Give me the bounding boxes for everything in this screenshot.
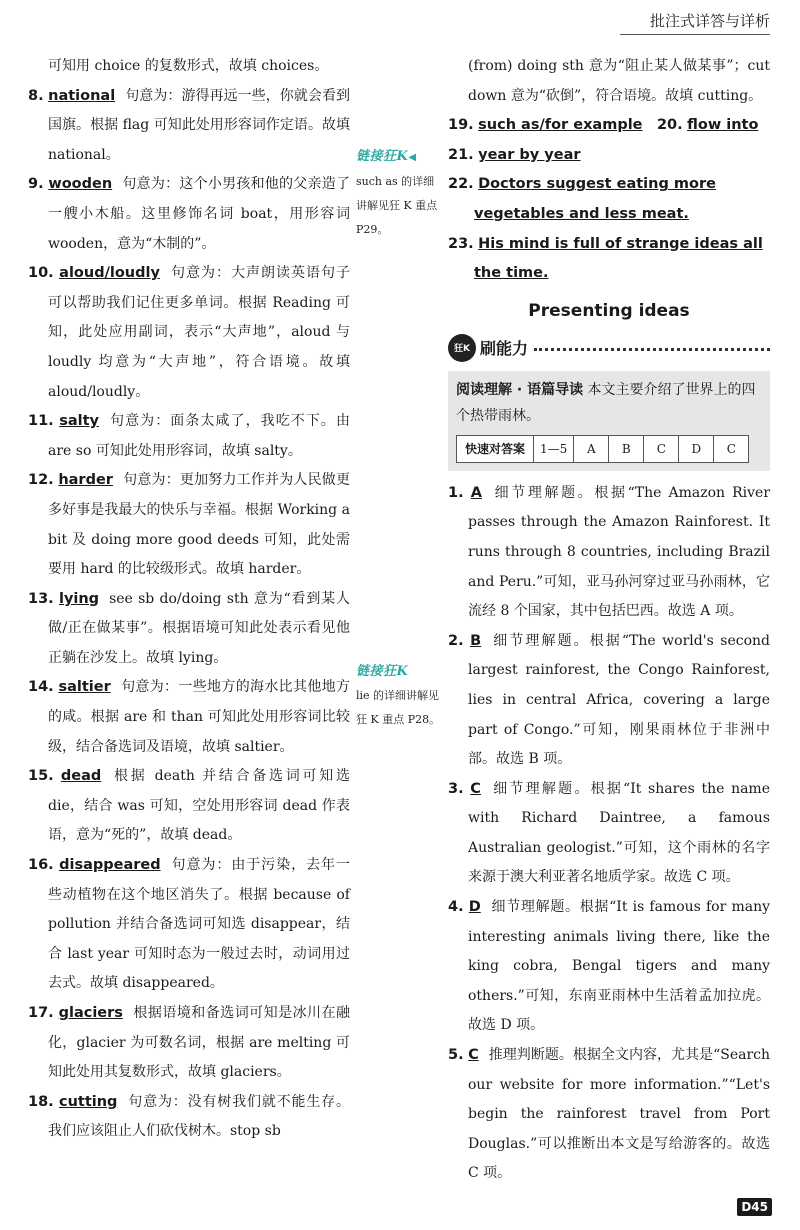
entry-number: 13.: [28, 590, 54, 607]
entry-explanation: 细节理解题。根据“The world's second largest rainforest, the Congo Rainforest, lies in central Africa, covering a large part of Congo.”可知，刚果雨林位于非洲中部。故选 B 项。: [468, 632, 770, 768]
answer-entry: [448, 1041, 770, 1189]
skill-label: 刷能力: [480, 339, 529, 359]
answer-entry: [28, 851, 350, 999]
answer-line-22: 22. Doctors suggest eating more vegetables and less meat.: [448, 176, 716, 222]
answer-line-23: 23. His mind is full of strange ideas all the time.: [448, 235, 763, 282]
guide-label: 阅读理解 · 语篇导读: [456, 381, 584, 398]
link-note-2: [356, 660, 442, 732]
header-rule: [620, 34, 770, 35]
entry-answer: lying: [58, 590, 100, 607]
entry-answer: cutting: [58, 1093, 118, 1110]
answer-entry: [448, 479, 770, 627]
entry-number: 16.: [28, 857, 54, 874]
answer-19: such as/for example: [478, 117, 643, 134]
answer-entry: [28, 999, 350, 1088]
entry-explanation: 细节理解题。根据“The Amazon River passes through the Amazon Rainforest. It runs through 8 countries, including Brazil and Peru.”可知，亚马孙河穿过亚马孙雨林，它流经 8 个国家，其中包括巴西。故选 A 项。: [468, 484, 771, 620]
entry-number: 10.: [28, 265, 54, 282]
entry-number: 8.: [28, 87, 44, 104]
answer-entry: [28, 466, 350, 584]
table-cell: C: [644, 435, 679, 462]
table-cell: C: [714, 435, 749, 462]
answer-23: His mind is full of strange ideas all the time.: [474, 235, 763, 282]
answer-line-19-20: 19. such as/for example 20. flow into: [448, 117, 759, 134]
entry-answer: dead: [60, 768, 102, 785]
reading-guide-box: [448, 371, 770, 471]
entry-explanation: 根据 death 并结合备选词可知选 die，结合 was 可知，空处用形容词 dead 作表语，意为“死的”，故填 dead。: [48, 768, 351, 844]
answer-21: year by year: [478, 146, 581, 163]
answer-entry: [28, 170, 350, 259]
link-note-title: 链接狂K: [356, 664, 409, 679]
entry-answer: harder: [58, 472, 113, 489]
table-cell: B: [609, 435, 644, 462]
entry-answer: wooden: [48, 176, 113, 193]
entry-answer: disappeared: [59, 857, 161, 874]
continuation-text: (from) doing sth 意为“阻止某人做某事”；cut down 意为“砍倒”，符合语境。故填 cutting。: [468, 58, 770, 104]
page-number: D45: [737, 1198, 772, 1216]
entry-number: 5.: [448, 1047, 464, 1064]
guide-text: 本文主要介绍了世界上的四个热带雨林。: [456, 381, 756, 424]
entry-answer: national: [48, 87, 116, 104]
entry-explanation: 推理判断题。根据全文内容，尤其是“Search our website for more information.”“Let's begin the rainforest travel from Port Douglas.”可以推断出本文是写给游客的。故选 C 项。: [468, 1047, 771, 1182]
left-column: [28, 52, 350, 1147]
right-column: [448, 52, 770, 1189]
entry-explanation: 细节理解题。根据“It shares the name with Richard Daintree, a famous Australian geologist.”可知，这个雨林的名字来源于澳大利亚著名地质学家。故选 C 项。: [468, 780, 770, 886]
table-range: 1—5: [534, 435, 574, 462]
entry-number: 4.: [448, 899, 464, 916]
answer-entry: [448, 775, 770, 893]
header-title: 批注式详答与详析: [649, 12, 770, 30]
entry-answer: A: [470, 484, 482, 501]
answer-entry: [28, 673, 350, 762]
entry-answer: aloud/loudly: [59, 265, 160, 282]
entry-number: 1.: [448, 484, 464, 501]
entry-answer: C: [470, 780, 481, 797]
dotted-divider: [534, 348, 770, 351]
entry-number: 3.: [448, 780, 464, 797]
entry-answer: saltier: [58, 679, 111, 696]
answer-entry: [448, 893, 770, 1041]
answer-entry: [28, 585, 350, 674]
entry-explanation: 句意为：由于污染，去年一些动植物在这个地区消失了。根据 because of pollution 并结合备选词可知选 disappear，结合 last year 可知时态为一般过去时，动词用过去式。故填 disappeared。: [48, 857, 351, 992]
section-title: Presenting ideas: [528, 300, 690, 321]
entry-explanation: 细节理解题。根据“It is famous for many interesting animals living there, like the king cobra, Bengal tigers and many others.”可知，东南亚雨林中生活着孟加拉虎。故选 D 项。: [468, 899, 770, 1034]
entry-explanation: 句意为：大声朗读英语句子可以帮助我们记住更多单词。根据 Reading 可知，此处应用副词，表示“大声地”，aloud 与 loudly 均意为“大声地”，符合语境。故填 aloud/loudly。: [48, 265, 351, 400]
entry-explanation: 句意为：更加努力工作并为人民做更多好事是我最大的快乐与幸福。根据 Working a bit 及 doing more good deeds 可知，此处需要用 hard 的比较级形式。故填 harder。: [48, 472, 350, 578]
quick-answer-table: [456, 435, 749, 463]
entry-number: 14.: [28, 679, 54, 696]
link-note-text: such as 的详细讲解见狂 K 重点 P29。: [356, 175, 438, 236]
answer-entry: [28, 82, 350, 171]
table-head: 快速对答案: [457, 435, 534, 462]
entry-number: 15.: [28, 768, 54, 785]
answer-entry: [28, 407, 350, 466]
link-note-1: [356, 145, 442, 242]
entry-number: 12.: [28, 472, 54, 489]
table-cell: A: [574, 435, 609, 462]
entry-answer: glaciers: [58, 1005, 123, 1021]
answer-entry: [28, 1088, 350, 1147]
entry-number: 11.: [28, 413, 54, 430]
entry-answer: C: [468, 1047, 479, 1064]
entry-explanation: 句意为：没有树我们就不能生存。我们应该阻止人们砍伐树木。stop sb: [48, 1093, 351, 1140]
skill-banner: [448, 333, 770, 363]
answer-entry: [28, 259, 350, 407]
badge-icon: 狂K: [448, 334, 476, 362]
entry-answer: salty: [59, 413, 99, 430]
link-note-title: 链接狂K◀: [356, 149, 417, 164]
arrow-left-icon: ◀: [408, 152, 417, 163]
intro-line: 可知用 choice 的复数形式，故填 choices。: [48, 58, 329, 74]
entry-explanation: 句意为：这个小男孩和他的父亲造了一艘小木船。这里修饰名词 boat，用形容词 wooden，意为“木制的”。: [48, 176, 351, 252]
entry-explanation: 句意为：面条太咸了，我吃不下。由 are so 可知此处用形容词，故填 salty。: [48, 413, 350, 459]
answer-entry: [448, 627, 770, 775]
entry-number: 2.: [448, 632, 464, 649]
entry-number: 18.: [28, 1093, 54, 1110]
table-cell: D: [679, 435, 714, 462]
entry-number: 9.: [28, 176, 44, 193]
entry-explanation: 句意为：游得再远一些，你就会看到国旗。根据 flag 可知此处用形容词作定语。故填 national。: [48, 87, 351, 163]
entry-answer: B: [470, 632, 482, 649]
entry-answer: D: [468, 899, 481, 916]
entry-explanation: 句意为：一些地方的海水比其他地方的咸。根据 are 和 than 可知此处用形容词比较级，结合备选词及语境，故填 saltier。: [48, 679, 350, 755]
answer-22: Doctors suggest eating more vegetables and less meat.: [474, 176, 716, 222]
entry-explanation: see sb do/doing sth 意为“看到某人做/正在做某事”。根据语境可知此处表示看见他正躺在沙发上。故填 lying。: [48, 590, 350, 666]
entry-explanation: 根据语境和备选词可知是冰川在融化，glacier 为可数名词，根据 are melting 可知此处用其复数形式，故填 glaciers。: [48, 1005, 350, 1081]
answer-entry: [28, 762, 350, 851]
entry-number: 17.: [28, 1005, 54, 1021]
link-note-text: lie 的详细讲解见狂 K 重点 P28。: [356, 689, 441, 726]
answer-20: flow into: [687, 117, 759, 134]
answer-line-21: 21. year by year: [448, 146, 581, 163]
